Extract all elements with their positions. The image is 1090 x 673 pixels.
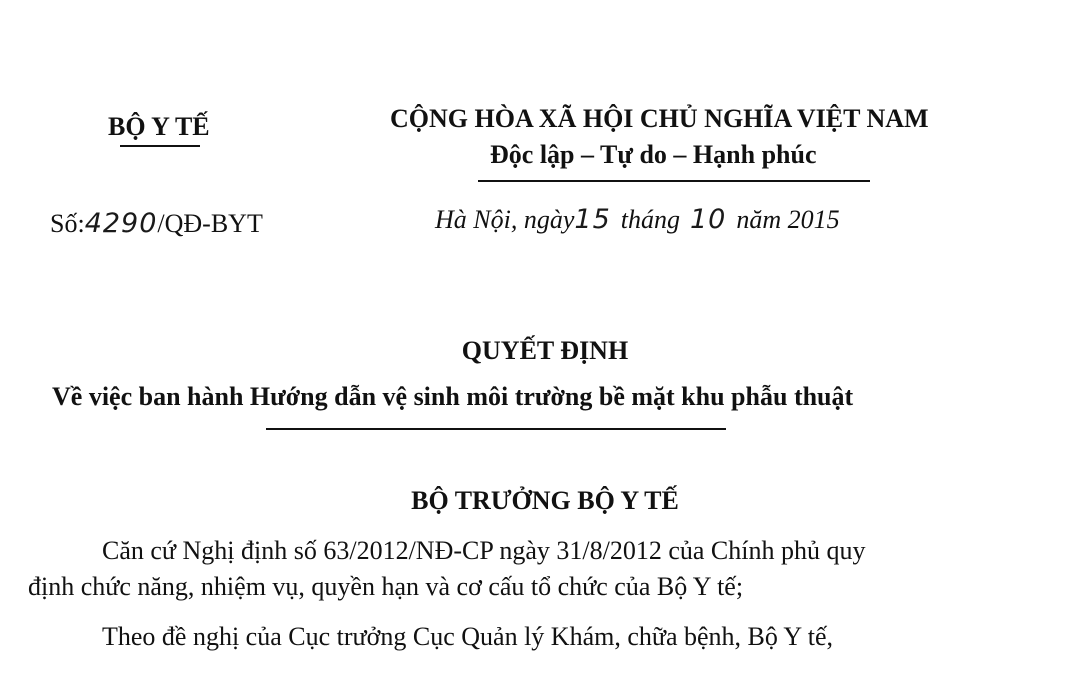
handwritten-month: 10 xyxy=(689,204,727,235)
document-number-suffix: /QĐ-BYT xyxy=(157,209,263,238)
place-label: Hà Nội, ngày xyxy=(435,205,575,234)
decision-subject: Về việc ban hành Hướng dẫn vệ sinh môi trường bề mặt khu phẫu thuật xyxy=(52,382,854,411)
legal-basis-line-2: định chức năng, nhiệm vụ, quyền hạn và cơ cấu tổ chức của Bộ Y tế; xyxy=(28,572,744,601)
national-motto: Độc lập – Tự do – Hạnh phúc xyxy=(490,140,817,169)
country-name: CỘNG HÒA XÃ HỘI CHỦ NGHĨA VIỆT NAM xyxy=(390,104,929,133)
month-label: tháng xyxy=(620,205,680,234)
ministry-underline xyxy=(120,145,200,147)
motto-underline xyxy=(478,180,870,182)
handwritten-day: 15 xyxy=(574,204,611,235)
proposal-paragraph: Theo đề nghị của Cục trưởng Cục Quản lý Khám, chữa bệnh, Bộ Y tế, xyxy=(102,622,833,651)
decision-title: QUYẾT ĐỊNH xyxy=(461,336,629,365)
handwritten-document-number: 4290 xyxy=(84,208,158,239)
issuing-authority: BỘ TRƯỞNG BỘ Y TẾ xyxy=(411,486,679,515)
document-number-prefix: Số: xyxy=(50,209,85,238)
year-label: năm 2015 xyxy=(736,205,840,234)
place-date xyxy=(435,204,840,235)
ministry-name: BỘ Y TẾ xyxy=(108,112,210,141)
document-number xyxy=(50,208,263,239)
legal-basis-line-1: Căn cứ Nghị định số 63/2012/NĐ-CP ngày 31/8/2012 của Chính phủ quy xyxy=(102,536,866,565)
subject-underline xyxy=(266,428,726,430)
